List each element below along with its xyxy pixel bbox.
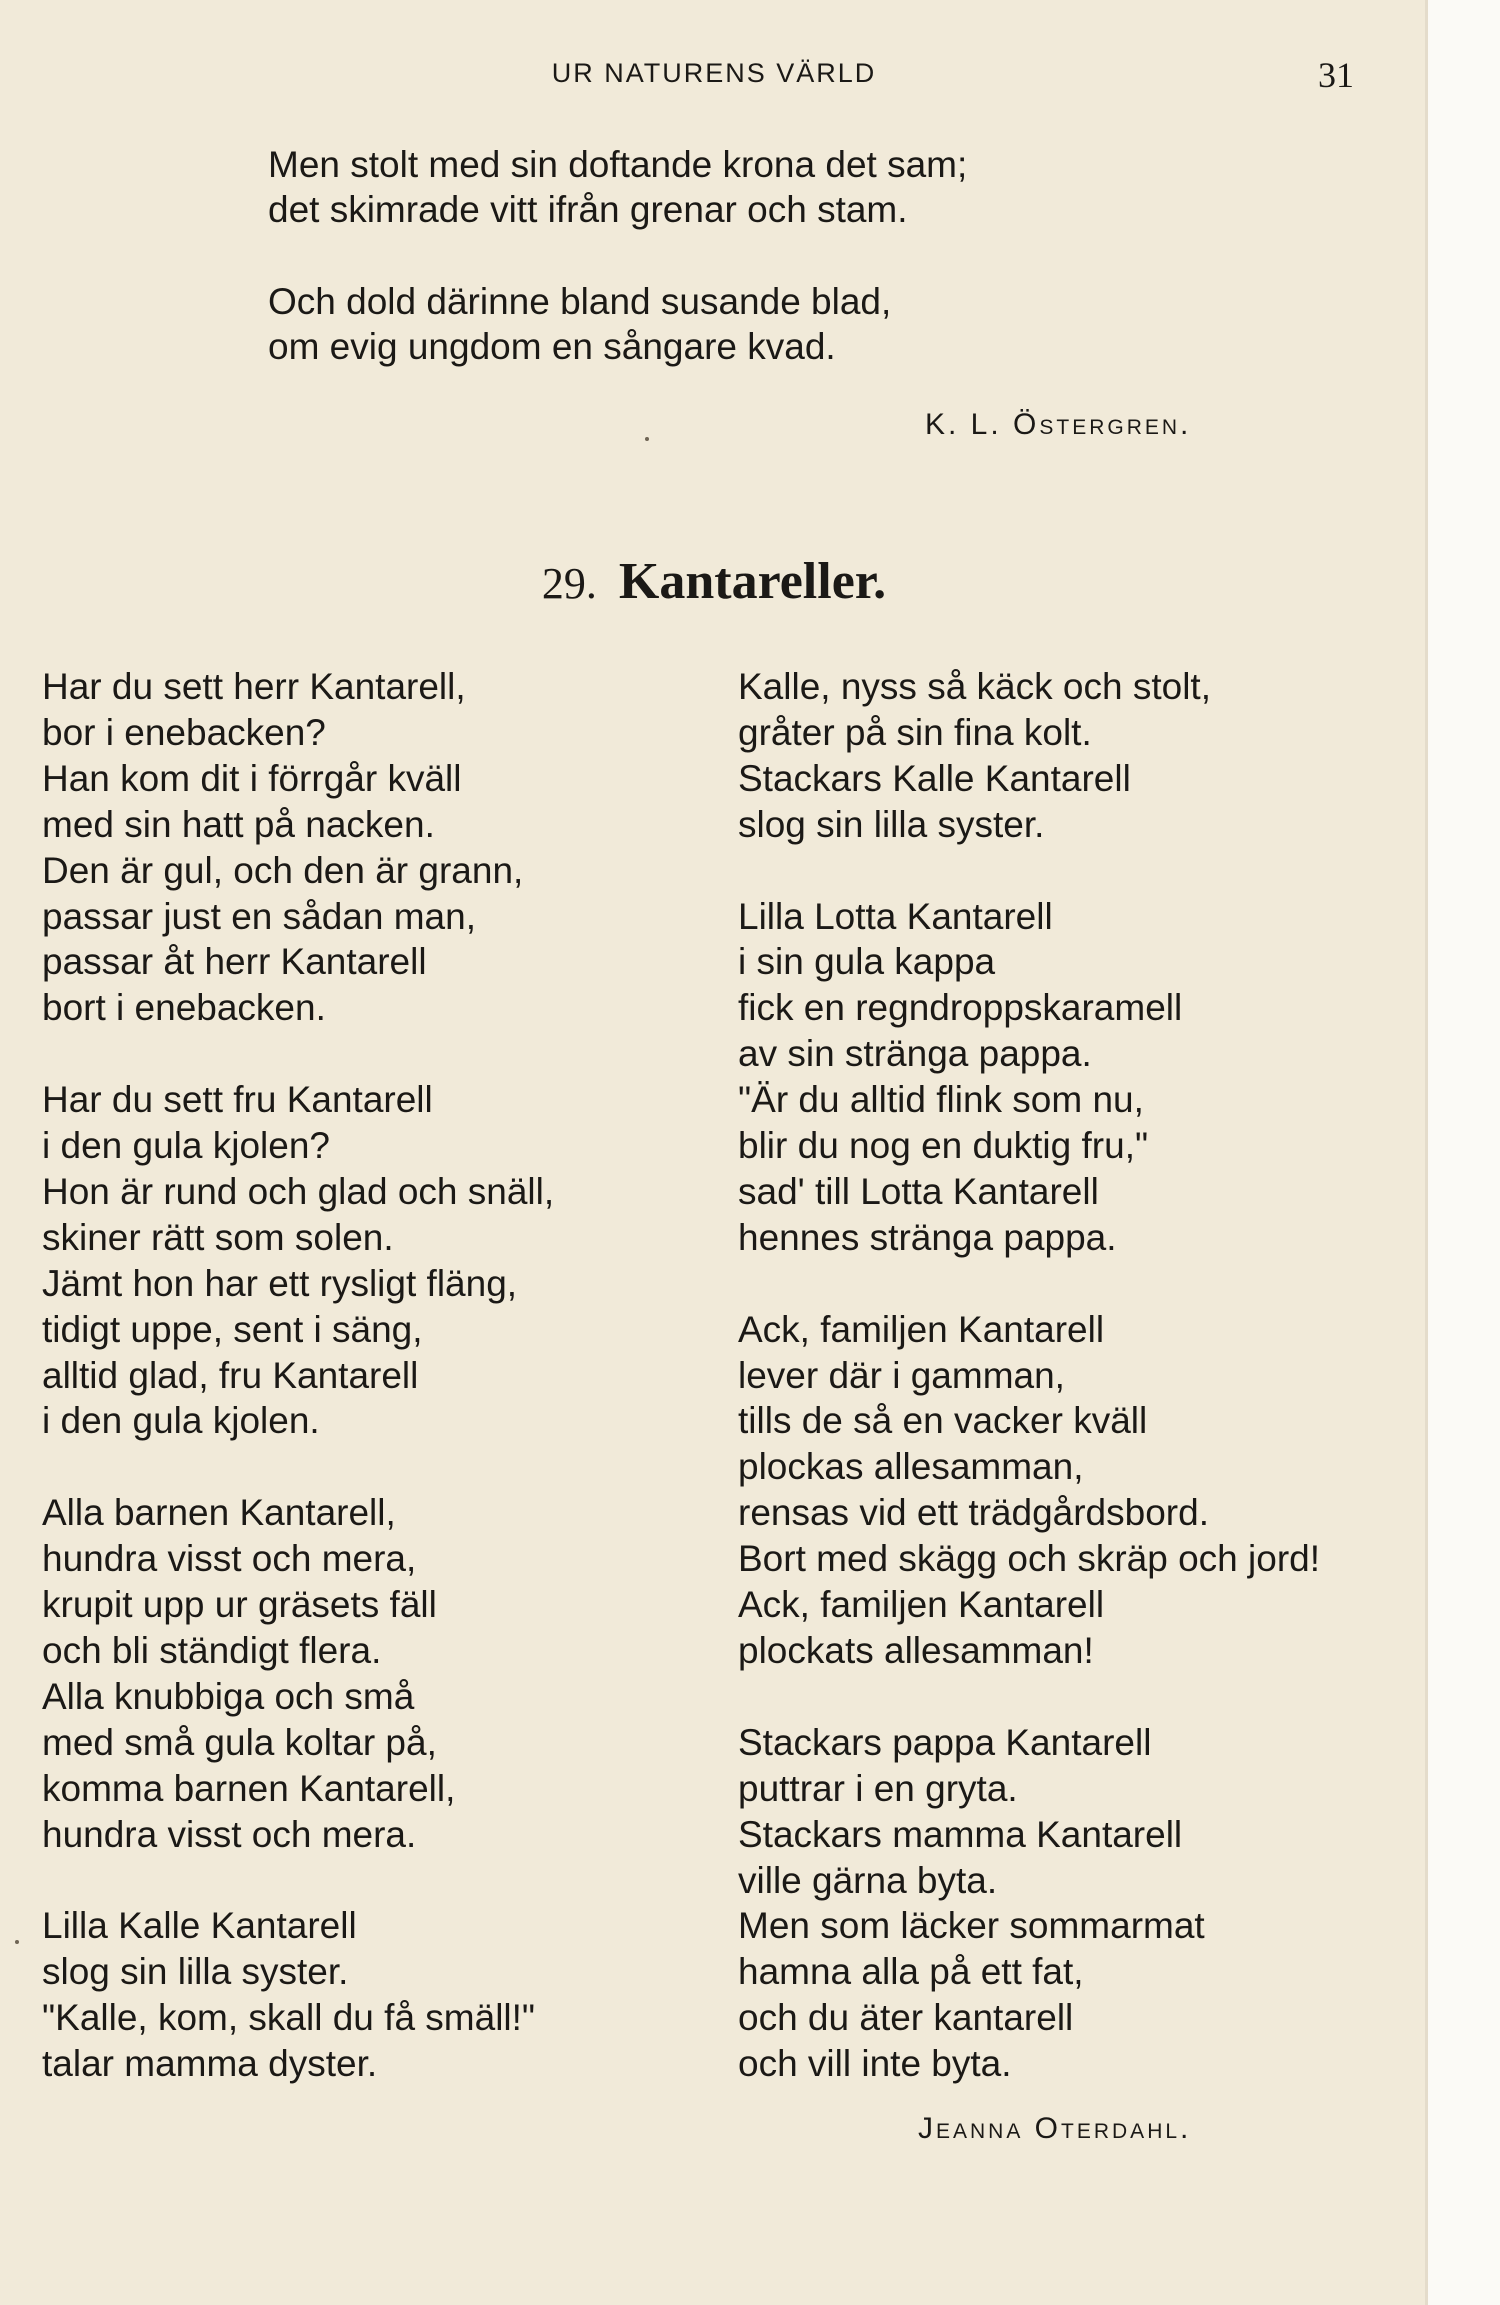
poem-line: Den är gul, och den är grann, [42, 849, 524, 891]
poem-line: Men stolt med sin doftande krona det sam; [268, 144, 968, 185]
poem-line: hamna alla på ett fat, [738, 1951, 1084, 1993]
previous-poem-ending [268, 142, 967, 369]
poem-line: rensas vid ett trädgårdsbord. [738, 1492, 1209, 1534]
running-head: UR NATURENS VÄRLD [551, 58, 877, 88]
poem-line: gråter på sin fina kolt. [738, 711, 1092, 753]
paper-speck [645, 437, 649, 441]
poem-line: fick en regndroppskaramell [738, 987, 1183, 1029]
page-number: 31 [1318, 55, 1354, 95]
poem-line: Stackars Kalle Kantarell [738, 757, 1131, 799]
poem-line: och bli ständigt flera. [42, 1630, 382, 1671]
poem-line: Har du sett fru Kantarell [42, 1079, 433, 1121]
poem-left-column [42, 664, 554, 2133]
scan-margin [1428, 0, 1500, 2305]
poem-line: Bort med skägg och skräp och jord! [738, 1538, 1321, 1580]
poem-line: tidigt uppe, sent i säng, [42, 1308, 423, 1350]
poem-line: bor i enebacken? [42, 711, 326, 753]
poem-line: Ack, familjen Kantarell [738, 1308, 1105, 1350]
poem-line: "Kalle, kom, skall du få smäll!" [42, 1997, 536, 2039]
poem-line: Jämt hon har ett rysligt fläng, [42, 1262, 518, 1304]
poem-line: Ack, familjen Kantarell [738, 1584, 1105, 1626]
poem-line: "Är du alltid flink som nu, [738, 1079, 1144, 1121]
poem-line: av sin stränga pappa. [738, 1033, 1092, 1075]
poem-line: hundra visst och mera, [42, 1538, 417, 1580]
poem-line: Lilla Lotta Kantarell [738, 895, 1053, 937]
stanza [738, 1307, 1320, 1674]
poem-line: Men som läcker sommarmat [738, 1905, 1205, 1947]
poem-line: Lilla Kalle Kantarell [42, 1905, 357, 1947]
poem-line: med små gula koltar på, [42, 1721, 437, 1763]
poem-line: Stackars pappa Kantarell [738, 1721, 1152, 1763]
poem-line: och du äter kantarell [738, 1997, 1074, 2039]
previous-poem-signature: K. L. Östergren. [925, 408, 1192, 441]
stanza [42, 1490, 554, 1857]
stanza [42, 1903, 554, 2087]
stanza [738, 1720, 1320, 2087]
paper-speck [15, 1940, 19, 1944]
poem-line: passar just en sådan man, [42, 895, 476, 937]
poem-line: skiner rätt som solen. [42, 1216, 394, 1258]
poem-line: och vill inte byta. [738, 2043, 1012, 2085]
poem-line: om evig ungdom en sångare kvad. [268, 326, 836, 367]
stanza [42, 664, 554, 1031]
poem-line: krupit upp ur gräsets fäll [42, 1584, 437, 1626]
poem-line: bort i enebacken. [42, 987, 326, 1029]
poem-line: komma barnen Kantarell, [42, 1767, 456, 1809]
poem-line: i den gula kjolen. [42, 1400, 320, 1442]
poem-line: Stackars mamma Kantarell [738, 1813, 1183, 1855]
poem-line: slog sin lilla syster. [42, 1951, 349, 1993]
poem-line: talar mamma dyster. [42, 2043, 378, 2085]
poem-heading [0, 552, 1428, 611]
poem-line: tills de så en vacker kväll [738, 1400, 1148, 1442]
poem-line: med sin hatt på nacken. [42, 803, 435, 845]
poem-line: ville gärna byta. [738, 1859, 998, 1901]
poem-line: det skimrade vitt ifrån grenar och stam. [268, 189, 908, 230]
poem-line: Och dold därinne bland susande blad, [268, 281, 892, 322]
poem-line: passar åt herr Kantarell [42, 941, 427, 983]
poem-line: alltid glad, fru Kantarell [42, 1354, 419, 1396]
poem-line: puttrar i en gryta. [738, 1767, 1018, 1809]
poem-title: Kantareller. [618, 553, 887, 610]
stanza [738, 894, 1320, 1261]
poem-line: Hon är rund och glad och snäll, [42, 1170, 555, 1212]
poem-line: i den gula kjolen? [42, 1125, 330, 1167]
stanza [738, 664, 1320, 848]
poem-line: plockats allesamman! [738, 1630, 1094, 1671]
poem-line: Har du sett herr Kantarell, [42, 666, 466, 707]
poem-line: Alla knubbiga och små [42, 1675, 415, 1717]
poem-line: plockas allesamman, [738, 1446, 1084, 1488]
poem-line: hundra visst och mera. [42, 1813, 417, 1855]
poem-line: lever där i gamman, [738, 1354, 1065, 1396]
poem-line: Han kom dit i förrgår kväll [42, 757, 462, 799]
poem-line: i sin gula kappa [738, 941, 996, 983]
poem-line: Alla barnen Kantarell, [42, 1492, 396, 1534]
poem-line: sad' till Lotta Kantarell [738, 1170, 1099, 1212]
poem-line: Kalle, nyss så käck och stolt, [738, 666, 1211, 707]
stanza [42, 1077, 554, 1444]
poem-line: hennes stränga pappa. [738, 1216, 1117, 1258]
poem-right-column [738, 664, 1320, 2133]
poem-number: 29. [541, 559, 597, 608]
poem-line: slog sin lilla syster. [738, 803, 1045, 845]
poem-line: blir du nog en duktig fru," [738, 1125, 1149, 1167]
poem-signature: Jeanna Oterdahl. [918, 2112, 1192, 2145]
